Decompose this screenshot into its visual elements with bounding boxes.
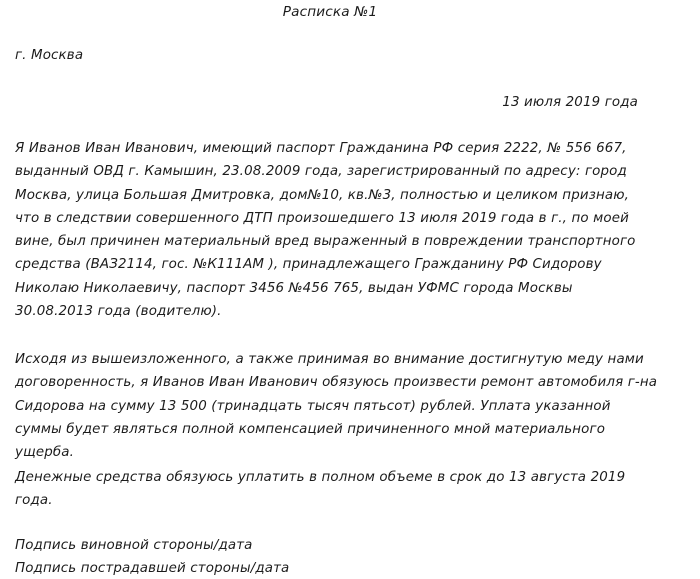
text-line: Москва, улица Большая Дмитровка, дом№10, кв.№3, полностью и целиком признаю, — [15, 187, 630, 203]
city-line: г. Москва — [15, 48, 84, 63]
text-line: ущерба. — [15, 445, 75, 461]
text-line: выданный ОВД г. Камышин, 23.08.2009 года, зарегистрированный по адресу: город — [15, 164, 627, 180]
document-date: 13 июля 2019 года — [502, 95, 638, 110]
paragraph-payment-deadline — [15, 466, 675, 513]
paragraph-obligation — [15, 348, 675, 464]
text-line: Денежные средства обязуюсь уплатить в полном объеме в срок до 13 августа 2019 — [15, 470, 626, 485]
text-line: Я Иванов Иван Иванович, имеющий паспорт Гражданина РФ серия 2222, № 556 667, — [15, 141, 627, 156]
signature-guilty-party: Подпись виновной стороны/дата — [15, 538, 253, 553]
text-line: договоренность, я Иванов Иван Иванович обязуюсь произвести ремонт автомобиля г-на — [15, 375, 658, 391]
text-line: средства (ВАЗ2114, гос. №К111АМ ), принадлежащего Гражданину РФ Сидорову — [15, 257, 602, 273]
text-line: суммы будет являться полной компенсацией причиненного мной материального — [15, 421, 606, 437]
text-line: вине, был причинен материальный вред выраженный в повреждении транспортного — [15, 234, 636, 250]
signature-injured-party: Подпись пострадавшей стороны/дата — [15, 561, 290, 576]
paragraph-admission — [15, 137, 675, 323]
text-line: 30.08.2013 года (водителю). — [15, 304, 222, 320]
text-line: Николаю Николаевичу, паспорт 3456 №456 765, выдан УФМС города Москвы — [15, 280, 573, 296]
document-title: Расписка №1 — [282, 4, 378, 20]
text-line: Исходя из вышеизложенного, а также принимая во внимание достигнутую меду нами — [15, 352, 644, 367]
text-line: Сидорова на сумму 13 500 (тринадцать тысяч пятьсот) рублей. Уплата указанной — [15, 398, 611, 414]
text-line: что в следствии совершенного ДТП произошедшего 13 июля 2019 года в г., по моей — [15, 210, 629, 226]
text-line: года. — [15, 493, 53, 509]
